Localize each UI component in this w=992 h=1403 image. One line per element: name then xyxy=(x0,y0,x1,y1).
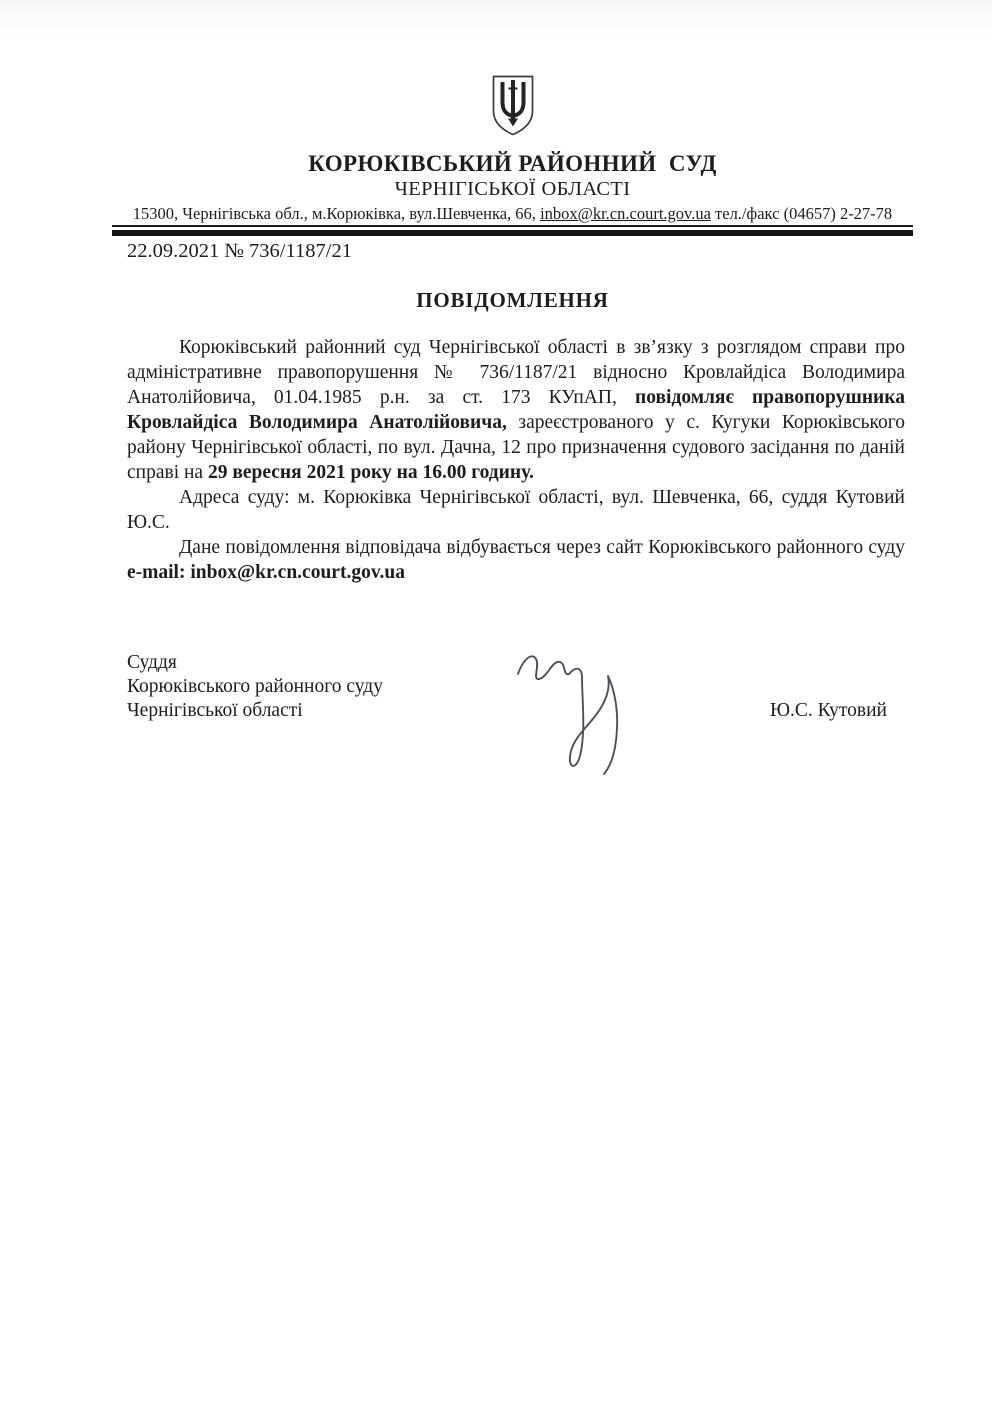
signature-block xyxy=(127,651,905,723)
run-bold-email: e-mail: inbox@kr.cn.court.gov.ua xyxy=(127,562,405,583)
run-bold: 29 вересня 2021 року на 16.00 годину. xyxy=(207,462,534,483)
court-email: inbox@kr.cn.court.gov.ua xyxy=(540,204,711,223)
court-address-line xyxy=(112,204,913,224)
phone-fax-text: тел./факс (04657) 2-27-78 xyxy=(710,204,893,223)
signer-line-3: Чернігівської області xyxy=(127,700,303,721)
run-bold: повідомляє правопорушника Кровлайдіса Володимира Анатолійовича, xyxy=(127,387,905,433)
document-date-number: 22.09.2021 № 736/1187/21 xyxy=(127,240,352,262)
document-body xyxy=(127,335,905,585)
run: зареєстрованого у с. Кугуки Корюківського району Чернігівської області, по вул. Дачна, 12 про призначення судового засідання по даній справі на xyxy=(127,412,905,483)
paragraph-case-info xyxy=(127,335,905,485)
signer-line-2: Корюківського районного суду xyxy=(127,676,383,697)
signer-line-1: Суддя xyxy=(127,652,177,673)
court-name: КОРЮКІВСЬКИЙ РАЙОННИЙ СУД xyxy=(308,151,717,176)
paragraph-notification-site xyxy=(127,535,905,585)
address-text: 15300, Чернігівська обл., м.Корюківка, вул.Шевченка, 66, xyxy=(132,204,541,223)
signer-position xyxy=(127,651,383,723)
paragraph-court-address: Адреса суду: м. Корюківка Чернігівської області, вул. Шевченка, 66, суддя Кутовий Ю.С. xyxy=(127,487,905,533)
document-title: ПОВІДОМЛЕННЯ xyxy=(416,288,609,312)
run: Корюківський районний суд Чернігівської області в зв’язку з розглядом справи про адміністративне правопорушення № 736/1187/21 відносно Кровлайдіса Володимира Анатолійовича, 01.04.1985 р.н. за ст. 173 КУпАП, xyxy=(127,337,905,408)
court-region: ЧЕРНІГІСЬКОЇ ОБЛАСТІ xyxy=(394,178,631,200)
judge-name: Ю.С. Кутовий xyxy=(769,700,887,721)
letterhead xyxy=(112,0,913,236)
run: Дане повідомлення відповідача відбувається через сайт Корюківського районного xyxy=(179,537,869,558)
ukraine-trident-emblem-icon xyxy=(490,74,536,137)
run: суду xyxy=(868,537,905,558)
letterhead-divider xyxy=(112,225,913,236)
